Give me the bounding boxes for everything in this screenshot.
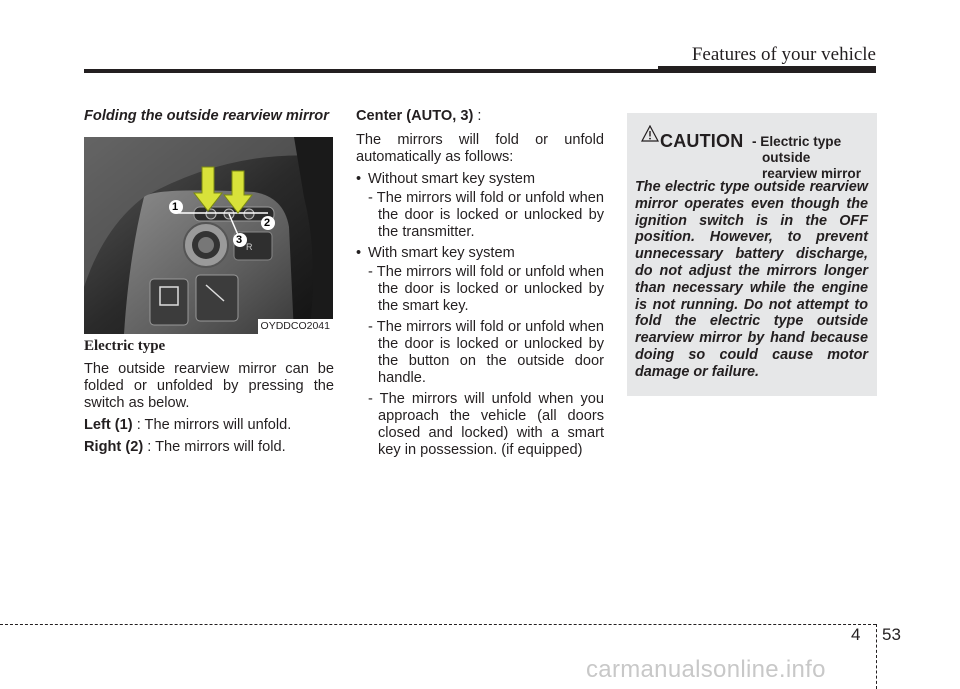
sub-title: Electric type: [84, 338, 166, 354]
middle-column: [356, 108, 604, 463]
header-rule-accent: [658, 66, 876, 73]
bullet-dot: •: [356, 245, 362, 261]
list-item: - The mirrors will fold or unfold when the door is locked or unlocked by the transmitter.: [368, 190, 604, 240]
mirror-switch-photo: [84, 137, 333, 334]
right-label: Right (2): [84, 439, 144, 455]
callout-3: 3: [236, 234, 243, 246]
page-header-title: Features of your vehicle: [691, 44, 876, 65]
left-text: : The mirrors will unfold.: [132, 417, 292, 433]
section-title: Folding the outside rearview mirror: [84, 108, 329, 124]
caution-subtitle-line-3: rearview mirror: [762, 166, 861, 181]
watermark: carmanualsonline.info: [586, 656, 826, 683]
intro-paragraph: The outside rearview mirror can be folded or unfolded by pressing the switch as below.: [84, 361, 334, 411]
right-text: : The mirrors will fold.: [143, 439, 286, 455]
center-line: [356, 108, 604, 125]
callout-2: 2: [264, 217, 271, 229]
left-switch-line: [84, 417, 334, 434]
footer-divider: [876, 624, 877, 689]
caution-subtitle-line-2: outside: [762, 150, 811, 165]
bullet-text: Without smart key system: [368, 171, 536, 187]
bullet-dot: •: [356, 171, 362, 187]
left-column: [84, 108, 334, 461]
caution-header: [627, 123, 877, 181]
center-label: Center (AUTO, 3): [356, 108, 474, 124]
caution-subtitle: [752, 134, 872, 182]
list-item: - The mirrors will unfold when you approach the vehicle (all doors closed and locked) with a smart key in possession. (if equipped): [368, 391, 604, 458]
center-intro: The mirrors will fold or unfold automatically as follows:: [356, 132, 604, 165]
list-item: - The mirrors will fold or unfold when the door is locked or unlocked by the smart key.: [368, 264, 604, 314]
chapter-number: 4: [851, 625, 861, 644]
caution-title: CAUTION: [660, 131, 744, 151]
callout-1: 1: [172, 201, 179, 213]
mirror-switch-illustration: [84, 137, 333, 334]
caution-box: [627, 113, 877, 396]
warning-triangle-icon: [641, 125, 659, 142]
bullet-text: With smart key system: [368, 245, 515, 261]
center-suffix: :: [473, 108, 482, 124]
bullet-with-smart-key: [356, 245, 604, 262]
bullet-without-smart-key: [356, 171, 604, 188]
caution-body: The electric type outside rearview mirror operates even though the ignition switch is in the OFF position. However, to prevent unnecessary battery discharge, do not adjust the mirrors longer than necessary while the engine is not running. Do not attempt to fold the electric type outside rearview mirror by hand because doing so could cause motor damage or failure.: [635, 179, 868, 380]
caution-subtitle-line-1: - Electric type: [752, 134, 842, 149]
svg-text:R: R: [246, 242, 253, 252]
footer-rule: [0, 624, 876, 625]
photo-code: OYDDCO2041: [258, 319, 333, 334]
page-number: 53: [882, 625, 901, 644]
list-item: - The mirrors will fold or unfold when the door is locked or unlocked by the button on the outside door handle.: [368, 319, 604, 386]
left-label: Left (1): [84, 417, 133, 433]
right-switch-line: [84, 439, 334, 456]
